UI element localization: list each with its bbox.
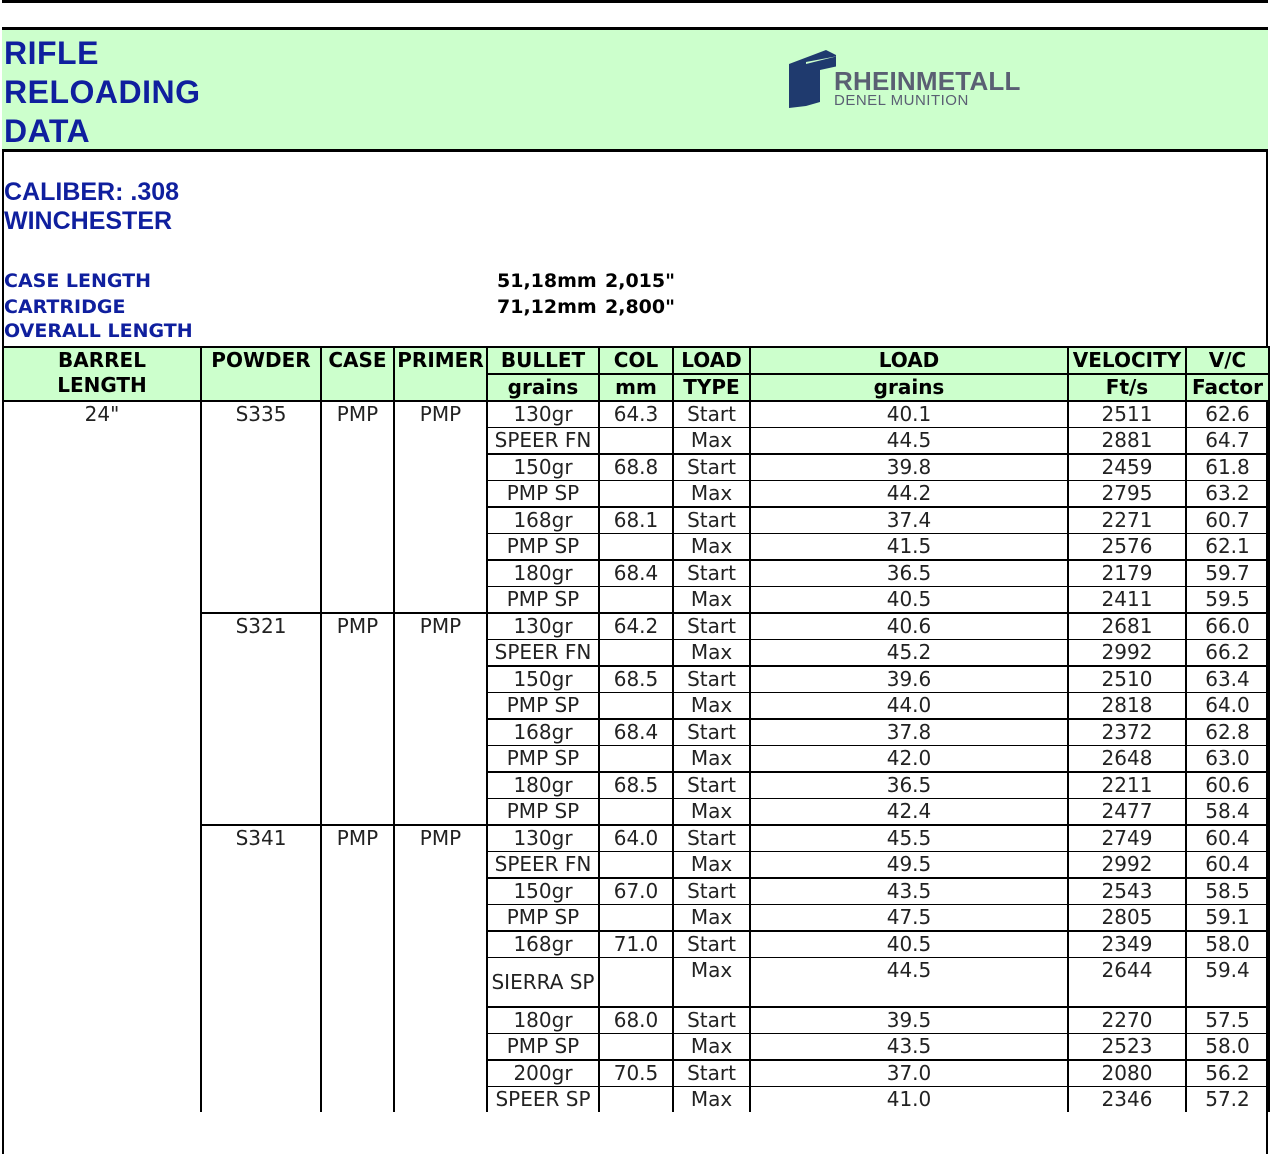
col-cell: 68.5 — [599, 772, 673, 799]
load-cell: 44.5 — [750, 958, 1068, 1008]
case-length-label: CASE LENGTH — [4, 270, 152, 292]
velocity-cell: 2510 — [1068, 666, 1186, 693]
col-header-powder: POWDER — [201, 347, 321, 401]
overall-length-label: OVERALL LENGTH — [4, 320, 193, 342]
col-header-barrel: BARREL LENGTH — [3, 347, 201, 401]
load-type-cell: Start — [673, 613, 750, 640]
velocity-cell: 2511 — [1068, 401, 1186, 428]
load-type-cell: Start — [673, 772, 750, 799]
vc-factor-cell: 59.7 — [1186, 560, 1269, 587]
velocity-cell: 2459 — [1068, 454, 1186, 481]
velocity-cell: 2346 — [1068, 1087, 1186, 1113]
vc-factor-cell: 59.4 — [1186, 958, 1269, 1008]
table-body — [3, 401, 1269, 1112]
velocity-cell: 2644 — [1068, 958, 1186, 1008]
bullet-name-cell: PMP SP — [487, 693, 599, 720]
bullet-weight-cell: 180gr — [487, 1007, 599, 1034]
load-type-cell: Max — [673, 852, 750, 879]
load-type-cell: Start — [673, 560, 750, 587]
bullet-weight-cell: 130gr — [487, 613, 599, 640]
load-type-cell: Start — [673, 931, 750, 958]
bullet-weight-cell: 180gr — [487, 772, 599, 799]
vc-factor-cell: 57.5 — [1186, 1007, 1269, 1034]
vc-factor-cell: 60.4 — [1186, 825, 1269, 852]
velocity-cell: 2211 — [1068, 772, 1186, 799]
bullet-weight-cell: 168gr — [487, 719, 599, 746]
vc-factor-cell: 59.5 — [1186, 587, 1269, 614]
col-header-bullet: BULLET — [487, 347, 599, 374]
caliber-heading — [4, 178, 179, 236]
vc-factor-cell: 66.2 — [1186, 640, 1269, 667]
velocity-cell: 2543 — [1068, 878, 1186, 905]
col-cell: 64.0 — [599, 825, 673, 852]
load-type-cell: Start — [673, 825, 750, 852]
vc-factor-cell: 64.7 — [1186, 428, 1269, 455]
col-cell: 68.5 — [599, 666, 673, 693]
vc-factor-cell: 59.1 — [1186, 905, 1269, 932]
col-cell — [599, 958, 673, 1008]
load-type-cell: Max — [673, 905, 750, 932]
bullet-name-cell: PMP SP — [487, 905, 599, 932]
bullet-name-cell: SIERRA SP — [487, 958, 599, 1008]
velocity-cell: 2818 — [1068, 693, 1186, 720]
col-cell — [599, 852, 673, 879]
velocity-cell: 2992 — [1068, 640, 1186, 667]
col-cell — [599, 746, 673, 773]
load-type-cell: Max — [673, 693, 750, 720]
vc-factor-cell: 58.5 — [1186, 878, 1269, 905]
load-type-cell: Max — [673, 428, 750, 455]
load-cell: 39.5 — [750, 1007, 1068, 1034]
col-header-col: COL — [599, 347, 673, 374]
col-cell: 70.5 — [599, 1060, 673, 1087]
bullet-weight-cell: 150gr — [487, 878, 599, 905]
caliber-line-2: WINCHESTER — [4, 207, 173, 235]
primer-cell: PMP — [394, 613, 487, 825]
col-header-vc: V/C — [1186, 347, 1269, 374]
col-unit-bullet: grains — [487, 374, 599, 401]
case-cell: PMP — [321, 613, 394, 825]
col-cell — [599, 428, 673, 455]
vc-factor-cell: 62.8 — [1186, 719, 1269, 746]
load-type-cell: Max — [673, 534, 750, 561]
title-line-2: RELOADING — [4, 74, 201, 110]
load-cell: 40.5 — [750, 587, 1068, 614]
col-cell — [599, 1087, 673, 1113]
case-length-in: 2,015" — [605, 270, 675, 292]
col-cell: 67.0 — [599, 878, 673, 905]
col-header-load: LOAD — [750, 347, 1068, 374]
col-cell — [599, 799, 673, 826]
velocity-cell: 2411 — [1068, 587, 1186, 614]
col-cell — [599, 1034, 673, 1061]
col-header-velocity: VELOCITY — [1068, 347, 1186, 374]
load-cell: 45.2 — [750, 640, 1068, 667]
load-type-cell: Max — [673, 1034, 750, 1061]
velocity-cell: 2805 — [1068, 905, 1186, 932]
col-header-case: CASE — [321, 347, 394, 401]
velocity-cell: 2372 — [1068, 719, 1186, 746]
bullet-weight-cell: 130gr — [487, 401, 599, 428]
load-type-cell: Max — [673, 746, 750, 773]
load-data-table — [2, 346, 1270, 1112]
barrel-length-cell: 24" — [3, 401, 201, 1112]
load-type-cell: Start — [673, 401, 750, 428]
vc-factor-cell: 60.7 — [1186, 507, 1269, 534]
velocity-cell: 2179 — [1068, 560, 1186, 587]
col-unit-load-type: TYPE — [673, 374, 750, 401]
case-cell: PMP — [321, 825, 394, 1112]
page-title — [4, 34, 201, 151]
col-cell: 71.0 — [599, 931, 673, 958]
col-cell: 68.4 — [599, 560, 673, 587]
case-length-mm: 51,18mm — [497, 270, 597, 292]
case-cell: PMP — [321, 401, 394, 613]
bullet-weight-cell: 168gr — [487, 507, 599, 534]
col-cell: 64.2 — [599, 613, 673, 640]
load-cell: 43.5 — [750, 878, 1068, 905]
bullet-name-cell: SPEER FN — [487, 852, 599, 879]
vc-factor-cell: 63.4 — [1186, 666, 1269, 693]
velocity-cell: 2523 — [1068, 1034, 1186, 1061]
vc-factor-cell: 62.6 — [1186, 401, 1269, 428]
col-cell — [599, 693, 673, 720]
bullet-weight-cell: 168gr — [487, 931, 599, 958]
load-type-cell: Start — [673, 507, 750, 534]
col-unit-vc: Factor — [1186, 374, 1269, 401]
load-cell: 41.5 — [750, 534, 1068, 561]
load-cell: 45.5 — [750, 825, 1068, 852]
primer-cell: PMP — [394, 825, 487, 1112]
load-cell: 43.5 — [750, 1034, 1068, 1061]
velocity-cell: 2576 — [1068, 534, 1186, 561]
col-cell — [599, 640, 673, 667]
col-unit-col: mm — [599, 374, 673, 401]
vc-factor-cell: 57.2 — [1186, 1087, 1269, 1113]
table-row — [3, 401, 1269, 428]
load-cell: 47.5 — [750, 905, 1068, 932]
velocity-cell: 2477 — [1068, 799, 1186, 826]
bullet-weight-cell: 180gr — [487, 560, 599, 587]
bullet-weight-cell: 150gr — [487, 454, 599, 481]
load-type-cell: Max — [673, 958, 750, 1008]
velocity-cell: 2270 — [1068, 1007, 1186, 1034]
velocity-cell: 2881 — [1068, 428, 1186, 455]
vc-factor-cell: 58.0 — [1186, 931, 1269, 958]
velocity-cell: 2080 — [1068, 1060, 1186, 1087]
load-cell: 39.6 — [750, 666, 1068, 693]
col-cell: 64.3 — [599, 401, 673, 428]
title-line-1: RIFLE — [4, 35, 99, 71]
vc-factor-cell: 66.0 — [1186, 613, 1269, 640]
vc-factor-cell: 61.8 — [1186, 454, 1269, 481]
velocity-cell: 2749 — [1068, 825, 1186, 852]
bullet-name-cell: PMP SP — [487, 481, 599, 508]
bullet-name-cell: PMP SP — [487, 534, 599, 561]
logo-text-sub: DENEL MUNITION — [834, 92, 969, 109]
load-cell: 37.0 — [750, 1060, 1068, 1087]
bullet-weight-cell: 200gr — [487, 1060, 599, 1087]
load-cell: 40.6 — [750, 613, 1068, 640]
load-cell: 44.5 — [750, 428, 1068, 455]
vc-factor-cell: 56.2 — [1186, 1060, 1269, 1087]
load-cell: 36.5 — [750, 560, 1068, 587]
load-type-cell: Start — [673, 454, 750, 481]
load-cell: 40.5 — [750, 931, 1068, 958]
vc-factor-cell: 62.1 — [1186, 534, 1269, 561]
vc-factor-cell: 58.4 — [1186, 799, 1269, 826]
load-type-cell: Start — [673, 1060, 750, 1087]
load-type-cell: Max — [673, 1087, 750, 1113]
vc-factor-cell: 64.0 — [1186, 693, 1269, 720]
bullet-name-cell: PMP SP — [487, 1034, 599, 1061]
velocity-cell: 2992 — [1068, 852, 1186, 879]
col-cell: 68.0 — [599, 1007, 673, 1034]
load-type-cell: Max — [673, 640, 750, 667]
load-cell: 41.0 — [750, 1087, 1068, 1113]
velocity-cell: 2795 — [1068, 481, 1186, 508]
title-line-3: DATA — [4, 113, 91, 149]
powder-cell: S335 — [201, 401, 321, 613]
load-type-cell: Start — [673, 878, 750, 905]
load-type-cell: Start — [673, 719, 750, 746]
velocity-cell: 2648 — [1068, 746, 1186, 773]
col-cell — [599, 587, 673, 614]
col-cell — [599, 481, 673, 508]
load-cell: 39.8 — [750, 454, 1068, 481]
bullet-name-cell: PMP SP — [487, 587, 599, 614]
powder-cell: S341 — [201, 825, 321, 1112]
caliber-line-1: CALIBER: .308 — [4, 178, 180, 206]
bullet-name-cell: PMP SP — [487, 799, 599, 826]
load-cell: 40.1 — [750, 401, 1068, 428]
vc-factor-cell: 58.0 — [1186, 1034, 1269, 1061]
col-cell: 68.8 — [599, 454, 673, 481]
rheinmetall-logo-icon — [786, 50, 836, 110]
load-type-cell: Max — [673, 799, 750, 826]
cartridge-in: 2,800" — [605, 296, 675, 318]
bullet-weight-cell: 150gr — [487, 666, 599, 693]
col-cell: 68.4 — [599, 719, 673, 746]
bullet-name-cell: SPEER FN — [487, 428, 599, 455]
load-cell: 44.2 — [750, 481, 1068, 508]
col-unit-load: grains — [750, 374, 1068, 401]
bullet-name-cell: SPEER SP — [487, 1087, 599, 1113]
col-header-primer: PRIMER — [394, 347, 487, 401]
col-header-load-type: LOAD — [673, 347, 750, 374]
load-type-cell: Max — [673, 587, 750, 614]
velocity-cell: 2349 — [1068, 931, 1186, 958]
load-cell: 37.4 — [750, 507, 1068, 534]
vc-factor-cell: 60.4 — [1186, 852, 1269, 879]
load-cell: 37.8 — [750, 719, 1068, 746]
col-cell: 68.1 — [599, 507, 673, 534]
load-cell: 42.4 — [750, 799, 1068, 826]
load-cell: 49.5 — [750, 852, 1068, 879]
powder-cell: S321 — [201, 613, 321, 825]
load-cell: 44.0 — [750, 693, 1068, 720]
cartridge-label: CARTRIDGE — [4, 296, 126, 318]
col-cell — [599, 534, 673, 561]
bullet-weight-cell: 130gr — [487, 825, 599, 852]
bullet-name-cell: PMP SP — [487, 746, 599, 773]
load-type-cell: Max — [673, 481, 750, 508]
vc-factor-cell: 60.6 — [1186, 772, 1269, 799]
logo-text-brand: RHEINMETALL — [834, 66, 1021, 96]
load-cell: 36.5 — [750, 772, 1068, 799]
load-type-cell: Start — [673, 666, 750, 693]
velocity-cell: 2681 — [1068, 613, 1186, 640]
top-bar — [2, 0, 1268, 30]
primer-cell: PMP — [394, 401, 487, 613]
cartridge-mm: 71,12mm — [497, 296, 597, 318]
vc-factor-cell: 63.0 — [1186, 746, 1269, 773]
vc-factor-cell: 63.2 — [1186, 481, 1269, 508]
spec-labels — [4, 268, 193, 342]
load-cell: 42.0 — [750, 746, 1068, 773]
bullet-name-cell: SPEER FN — [487, 640, 599, 667]
load-type-cell: Start — [673, 1007, 750, 1034]
col-cell — [599, 905, 673, 932]
col-unit-velocity: Ft/s — [1068, 374, 1186, 401]
velocity-cell: 2271 — [1068, 507, 1186, 534]
